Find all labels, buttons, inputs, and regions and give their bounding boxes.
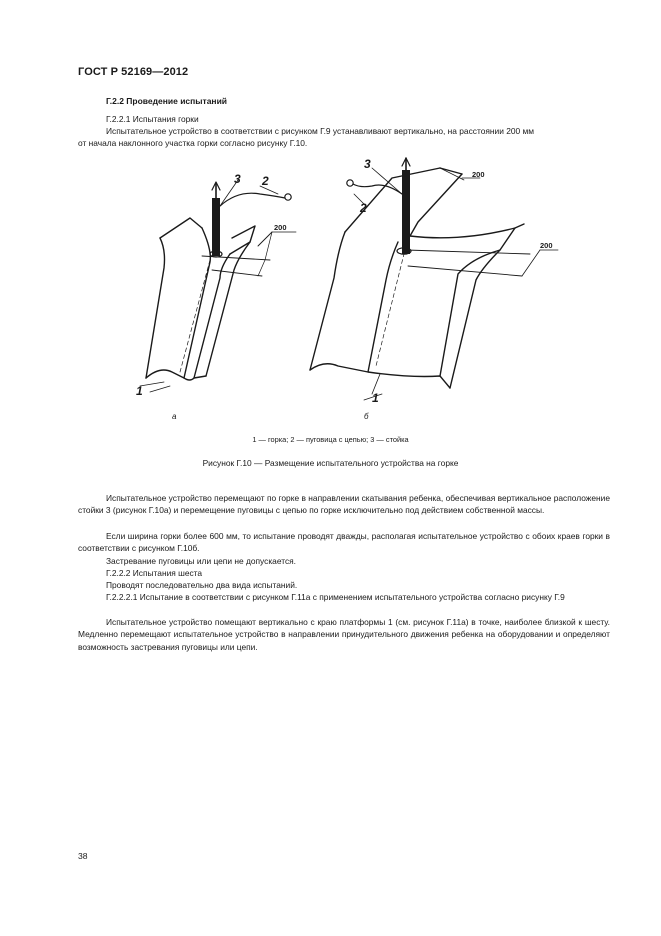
label-b-3: 3 xyxy=(364,157,371,171)
label-b-2: 2 xyxy=(360,201,367,215)
figure-legend: 1 — горка; 2 — пуговица с цепью; 3 — стойка xyxy=(252,435,409,444)
dimension-b-side: 200 xyxy=(540,241,553,250)
subfigure-label-b: б xyxy=(364,412,369,421)
dimension-b-top: 200 xyxy=(472,170,485,179)
subfigure-label-a: а xyxy=(172,412,177,421)
label-a-3: 3 xyxy=(234,172,241,186)
paragraph: Проводят последовательно два вида испытаний. xyxy=(106,580,298,590)
paragraph-line: от начала наклонного участка горки согласно рисунку Г.10. xyxy=(78,138,308,148)
subsection-title: Г.2.2.1 Испытания горки xyxy=(106,114,199,124)
paragraph: Г.2.2.2.1 Испытание в соответствии с рисунком Г.11а с применением испытательного устройства согласно рисунку Г.9 xyxy=(106,592,565,602)
figure-caption: Рисунок Г.10 — Размещение испытательного устройства на горке xyxy=(202,458,459,468)
paragraph: Испытательное устройство помещают вертикально с краю платформы 1 (см. рисунок Г.11а) в точке, наиболее близкой к шесту. Медленно перемещают испытательное устройство в направлении принудительного движения ребенка на оборудовании и определяют возможность застревания пуговицы или цепи. xyxy=(78,617,610,652)
slide-figure xyxy=(110,150,580,430)
dimension-a: 200 xyxy=(274,223,287,232)
slide-b-drawing xyxy=(310,158,558,400)
paragraph: Испытательное устройство перемещают по горке в направлении скатывания ребенка, обеспечивая вертикальное расположение стойки 3 (рисунок Г.10а) и перемещение пуговицы с цепью по горке исключительно под действием собственной массы. xyxy=(78,493,610,516)
subsection-heading: Г.2.2.2 Испытания шеста xyxy=(106,568,203,578)
paragraph-line: Испытательное устройство в соответствии с рисунком Г.9 устанавливают вертикально, на расстоянии 200 мм xyxy=(106,126,535,136)
slide-a-drawing xyxy=(140,180,296,392)
label-a-1: 1 xyxy=(136,384,143,398)
document-header: ГОСТ Р 52169—2012 xyxy=(78,66,189,78)
page-number: 38 xyxy=(78,851,88,861)
paragraph: Застревание пуговицы или цепи не допускается. xyxy=(106,556,296,566)
label-b-1: 1 xyxy=(372,391,379,405)
paragraph: Если ширина горки более 600 мм, то испытание проводят дважды, располагая испытательное устройство с обоих краев горки в соответствии с рисунком Г.10б. xyxy=(78,531,610,554)
label-a-2: 2 xyxy=(262,174,269,188)
section-title: Г.2.2 Проведение испытаний xyxy=(106,96,228,106)
